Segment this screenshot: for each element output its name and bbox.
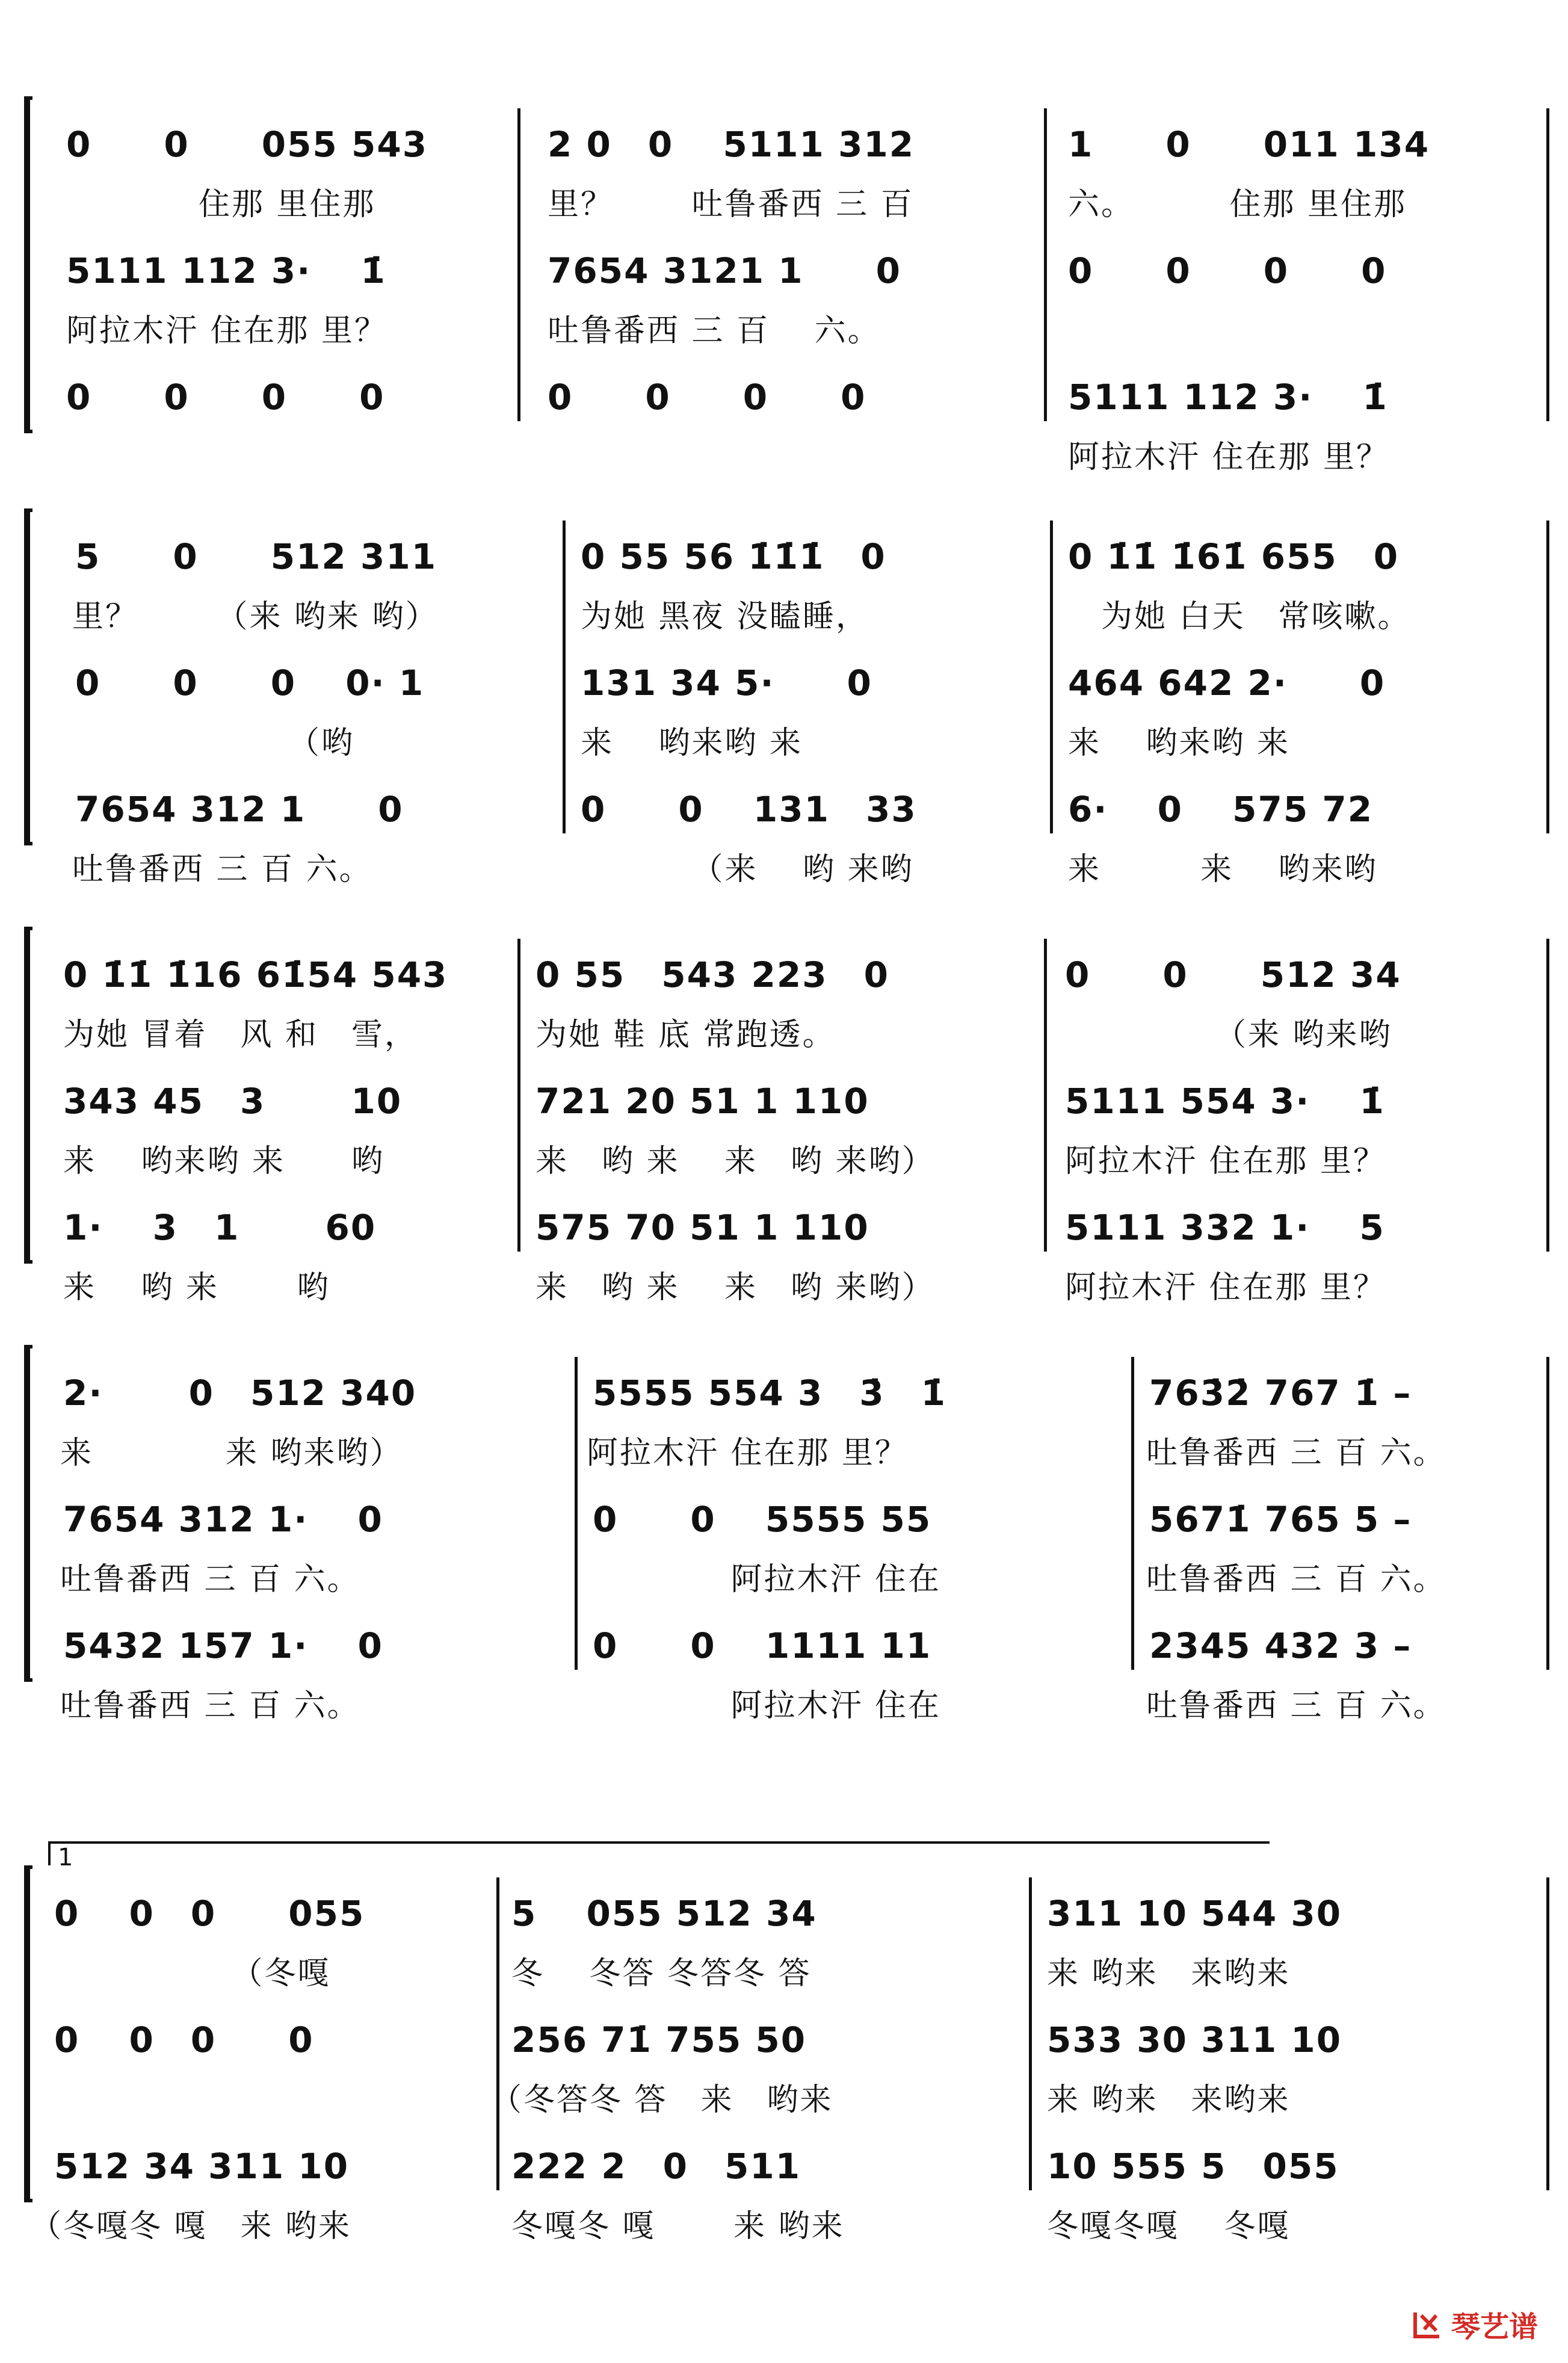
voice-row-soprano — [0, 1889, 1568, 2016]
logo-text: 琴艺谱 — [1451, 2310, 1538, 2344]
lyrics-bar-1: 吐鲁番西 三 百 六。 — [72, 851, 372, 888]
notes-bar-2: 131 34 5· 0 — [581, 663, 872, 703]
lyrics-bar-3: 吐鲁番西 三 百 六。 — [1146, 1435, 1446, 1471]
lyrics-bar-3: 来 来 哟来哟 — [1068, 851, 1378, 888]
lyrics-bar-3: 阿拉木汗 住在那 里？ — [1065, 1143, 1387, 1179]
voice-row-soprano — [0, 1369, 1568, 1495]
notes-bar-1: 512 34 311 10 — [54, 2146, 350, 2187]
notes-bar-1: 0 0 0 0· 1 — [75, 663, 425, 703]
notes-bar-3: 5111 332 1· 5 — [1065, 1207, 1385, 1248]
notes-bar-3: 1 0 011 134 — [1068, 124, 1430, 165]
notes-bar-1: 7654 312 1 0 — [75, 789, 404, 830]
qinyipu-logo — [1409, 2303, 1538, 2345]
lyrics-bar-3: 来 哟来 来哟来 — [1047, 1956, 1291, 1992]
notes-bar-3: 0 0 0 0 — [1068, 250, 1387, 291]
notes-bar-3: 0 1̇1̇ 1̇61̇ 655 0 — [1068, 536, 1400, 577]
voice-row-tenor — [0, 2142, 1568, 2269]
lyrics-bar-2: 里？ 吐鲁番西 三 百 — [548, 187, 914, 223]
lyrics-bar-2: （来 哟 来哟 — [581, 851, 914, 888]
notes-bar-2: 5555 554 3 3̇ 1̇ — [593, 1373, 946, 1413]
lyrics-bar-3: 阿拉木汗 住在那 里？ — [1065, 1270, 1387, 1306]
lyrics-bar-1: 吐鲁番西 三 百 六。 — [60, 1688, 360, 1724]
lyrics-bar-3: 吐鲁番西 三 百 六。 — [1146, 1561, 1446, 1598]
voice-row-soprano — [0, 120, 1568, 247]
notes-bar-2: 721 20 51 1 110 — [536, 1081, 869, 1122]
notes-bar-1: 7654 312 1· 0 — [63, 1499, 383, 1540]
lyrics-bar-1: （冬嘎 — [54, 1956, 331, 1992]
lyrics-bar-2: 阿拉木汗 住在 — [587, 1688, 942, 1724]
notes-bar-3: 0 0 512 34 — [1065, 954, 1401, 995]
qinyipu-logo-icon — [1409, 2306, 1445, 2343]
notes-bar-3: 311 10 544 30 — [1047, 1893, 1342, 1934]
lyrics-bar-3: 为她 白天 常咳嗽。 — [1068, 599, 1411, 635]
voice-row-alto — [0, 2016, 1568, 2142]
lyrics-bar-1: 来 哟来哟 来 哟 — [63, 1143, 385, 1179]
notes-bar-1: 5432 157 1· 0 — [63, 1625, 383, 1666]
notes-bar-3: 6· 0 575 72 — [1068, 789, 1374, 830]
lyrics-bar-1: 来 哟 来 哟 — [63, 1270, 330, 1306]
lyrics-bar-3: 六。 住那 里住那 — [1068, 187, 1407, 223]
notes-bar-1: 2· 0 512 340 — [63, 1373, 417, 1413]
voice-row-alto — [0, 659, 1568, 785]
notes-bar-1: 0 1̇1̇ 1̇16 61̇54 543 — [63, 954, 448, 995]
notes-bar-2: 222 2 0 511 — [511, 2146, 801, 2187]
lyrics-bar-3: 冬嘎冬嘎 冬嘎 — [1047, 2208, 1291, 2244]
lyrics-bar-1: 为她 冒着 风 和 雪， — [63, 1017, 418, 1053]
voice-row-soprano — [0, 951, 1568, 1077]
lyrics-bar-2: 冬嘎冬 嘎 来 哟来 — [511, 2208, 845, 2244]
lyrics-bar-2: （冬答冬 答 来 哟来 — [490, 2082, 833, 2118]
lyrics-bar-2: 为她 鞋 底 常跑透。 — [536, 1017, 836, 1053]
notes-bar-3: 464 642 2· 0 — [1068, 663, 1386, 703]
lyrics-bar-1: 吐鲁番西 三 百 六。 — [60, 1561, 360, 1598]
lyrics-bar-2: 阿拉木汗 住在那 里？ — [587, 1435, 909, 1471]
notes-bar-2: 0 0 131 33 — [581, 789, 917, 830]
notes-bar-1: 0 0 0 0 — [66, 377, 385, 418]
voice-row-tenor — [0, 1203, 1568, 1330]
lyrics-bar-2: 来 哟 来 来 哟 来哟） — [536, 1143, 935, 1179]
notes-bar-3: 5111 112 3· 1̇ — [1068, 377, 1388, 418]
lyrics-bar-2: 为她 黑夜 没瞌睡， — [581, 599, 869, 635]
lyrics-bar-2: 阿拉木汗 住在 — [587, 1561, 942, 1598]
notes-bar-2: 0 55 543 223 0 — [536, 954, 889, 995]
notes-bar-1: 0 0 055 543 — [66, 124, 428, 165]
lyrics-bar-2: 来 哟来哟 来 — [581, 725, 803, 761]
lyrics-bar-1: （哟 — [72, 725, 355, 761]
lyrics-bar-3: 来 哟来哟 来 — [1068, 725, 1291, 761]
notes-bar-1: 5 0 512 311 — [75, 536, 437, 577]
lyrics-bar-1: 来 来 哟来哟） — [60, 1435, 403, 1471]
notes-bar-2: 5 055 512 34 — [511, 1893, 817, 1934]
notes-bar-1: 343 45 3 10 — [63, 1081, 403, 1122]
notes-bar-1: 5111 112 3· 1̇ — [66, 250, 386, 291]
notes-bar-3: 2345 432 3 – — [1149, 1625, 1412, 1666]
volta-label: 1 — [58, 1844, 73, 1871]
lyrics-bar-3: 吐鲁番西 三 百 六。 — [1146, 1688, 1446, 1724]
lyrics-bar-3: 阿拉木汗 住在那 里？ — [1068, 439, 1390, 475]
notes-bar-2: 575 70 51 1 110 — [536, 1207, 869, 1248]
notes-bar-2: 256 71̇ 755 50 — [511, 2019, 807, 2060]
voice-row-tenor — [0, 373, 1568, 499]
notes-bar-2: 0 55 56 1̇1̇1̇ 0 — [581, 536, 886, 577]
notes-bar-3: 763̇2̇ 767 1̇ – — [1149, 1373, 1412, 1413]
notes-bar-2: 0 0 0 0 — [548, 377, 866, 418]
lyrics-bar-2: 冬 冬答 冬答冬 答 — [511, 1956, 812, 1992]
lyrics-bar-3: 来 哟来 来哟来 — [1047, 2082, 1291, 2118]
voice-row-alto — [0, 1495, 1568, 1622]
notes-bar-2: 0 0 1111 11 — [593, 1625, 932, 1666]
notes-bar-3: 5111 554 3· 1̇ — [1065, 1081, 1385, 1122]
notes-bar-1: 0 0 0 055 — [54, 1893, 365, 1934]
volta-bracket — [48, 1841, 1270, 1871]
voice-row-alto — [0, 1077, 1568, 1203]
lyrics-bar-3: （来 哟来哟 — [1065, 1017, 1392, 1053]
voice-row-tenor — [0, 1622, 1568, 1748]
notes-bar-2: 0 0 5555 55 — [593, 1499, 932, 1540]
lyrics-bar-2: 来 哟 来 来 哟 来哟） — [536, 1270, 935, 1306]
voice-row-alto — [0, 247, 1568, 373]
lyrics-bar-1: 住那 里住那 — [66, 187, 376, 223]
notes-bar-3: 533 30 311 10 — [1047, 2019, 1342, 2060]
lyrics-bar-2: 吐鲁番西 三 百 六。 — [548, 313, 881, 349]
voice-row-soprano — [0, 533, 1568, 659]
lyrics-bar-1: 里？ （来 哟来 哟） — [72, 599, 439, 635]
notes-bar-2: 7654 3121 1 0 — [548, 250, 901, 291]
voice-row-tenor — [0, 785, 1568, 912]
lyrics-bar-1: 阿拉木汗 住在那 里？ — [66, 313, 388, 349]
notes-bar-3: 10 555 5 055 — [1047, 2146, 1339, 2187]
lyrics-bar-1: （冬嘎冬 嘎 来 哟来 — [30, 2208, 352, 2244]
notes-bar-2: 2 0 0 5111 312 — [548, 124, 915, 165]
notes-bar-1: 0 0 0 0 — [54, 2019, 314, 2060]
notes-bar-1: 1· 3 1 60 — [63, 1207, 377, 1248]
notes-bar-3: 5671̇ 765 5 – — [1149, 1499, 1412, 1540]
